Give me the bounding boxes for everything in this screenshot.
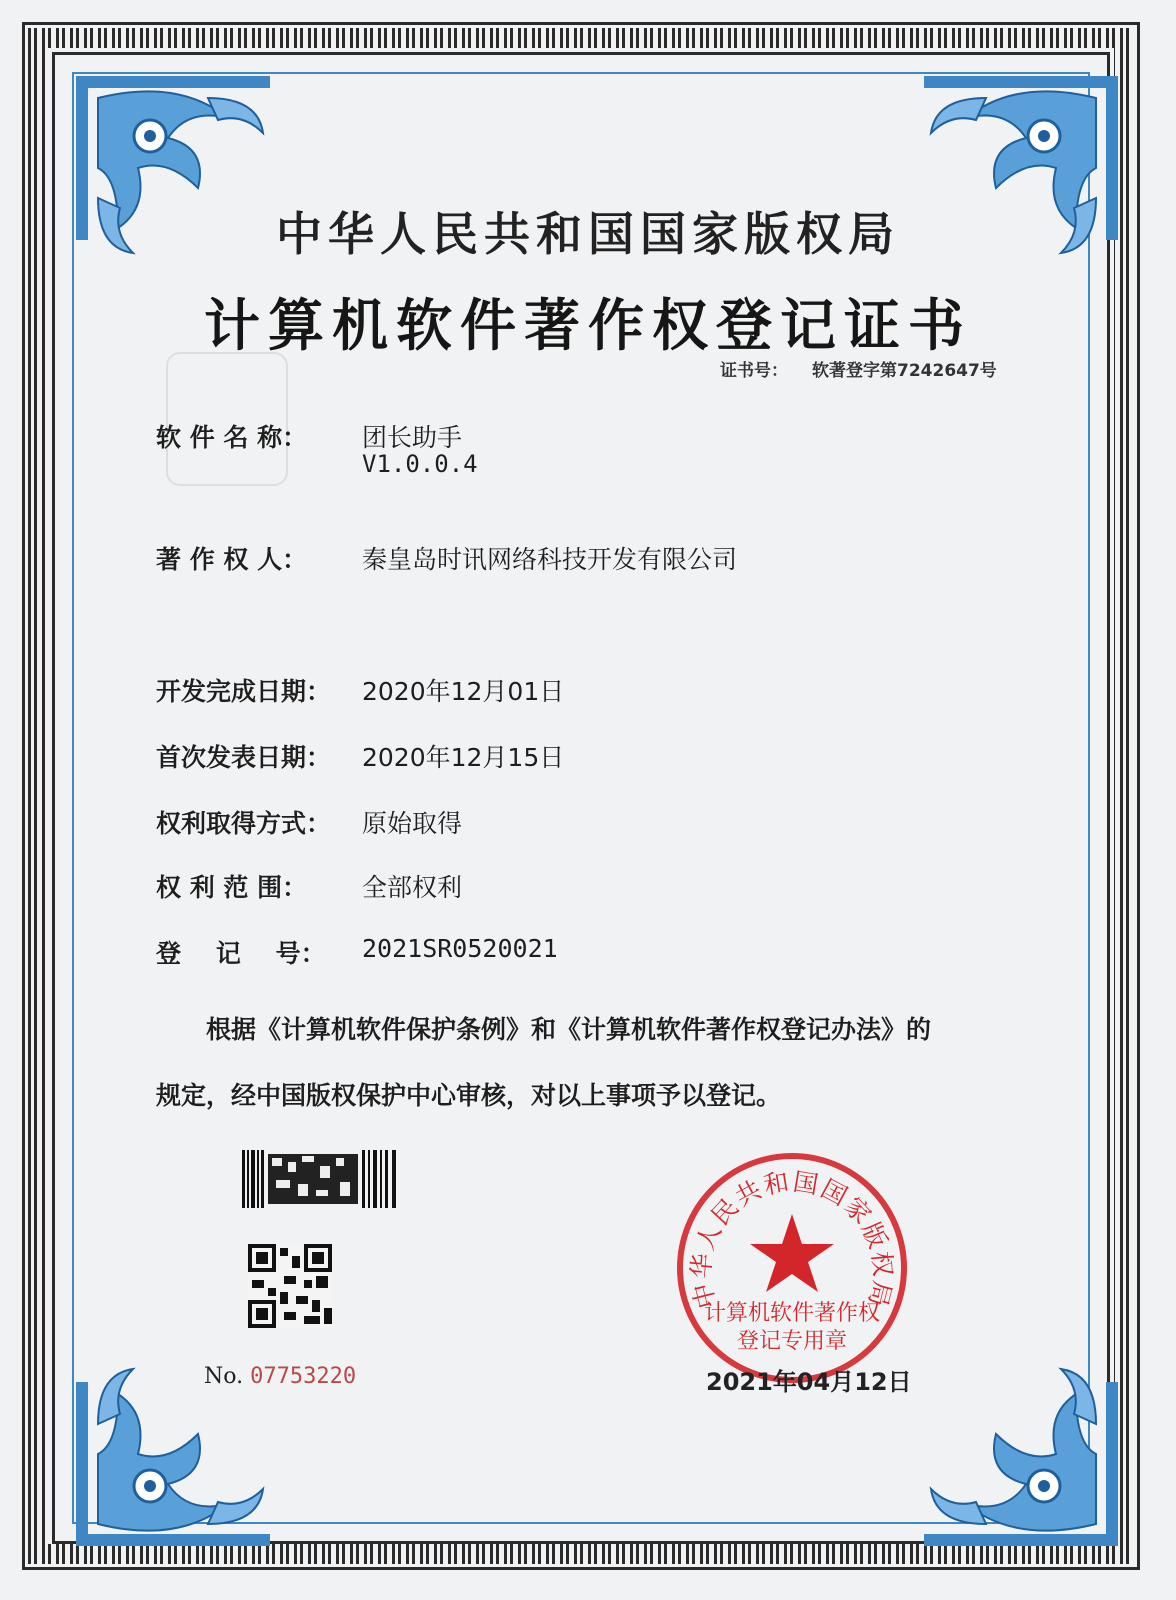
serial-number xyxy=(204,1364,356,1389)
qr-code-image xyxy=(248,1244,332,1328)
corner-ornament-bottom-left xyxy=(58,1364,288,1564)
certificate-number-value: 软著登字第7242647号 xyxy=(812,361,997,381)
field-pub-date xyxy=(156,738,564,774)
field-acquire xyxy=(156,804,462,840)
field-reg-no xyxy=(156,934,558,970)
pub-date-label: 首次发表日期： xyxy=(156,743,332,772)
seal-outer-text: 中华人民共和国国家版权局 xyxy=(686,1166,898,1312)
dev-date-label: 开发完成日期： xyxy=(156,677,332,706)
certificate-number-label: 证书号： xyxy=(720,361,788,381)
corner-ornament-bottom-right xyxy=(906,1364,1136,1564)
statement-line-2: 规定，经中国版权保护中心审核，对以上事项予以登记。 xyxy=(156,1081,782,1110)
field-dev-date xyxy=(156,672,564,708)
field-software-name xyxy=(156,418,462,454)
serial-number-value: 07753220 xyxy=(250,1364,357,1389)
acquire-value: 原始取得 xyxy=(362,809,463,838)
serial-prefix: No. xyxy=(204,1364,244,1389)
software-name-label: 软 件 名 称： xyxy=(156,423,308,452)
seal-line-1: 计算机软件著作权 xyxy=(703,1301,881,1326)
certificate-number xyxy=(720,356,1021,381)
scope-label: 权 利 范 围： xyxy=(156,873,308,902)
seal-line-2: 登记专用章 xyxy=(736,1329,848,1354)
owner-value: 秦皇岛时讯网络科技开发有限公司 xyxy=(362,545,738,574)
dev-date-value: 2020年12月01日 xyxy=(362,677,565,706)
reg-no-value: 2021SR0520021 xyxy=(362,934,558,963)
official-seal xyxy=(672,1148,912,1388)
software-name-value: 团长助手 xyxy=(362,423,463,452)
issue-date: 2021年04月12日 xyxy=(706,1368,912,1396)
pub-date-value: 2020年12月15日 xyxy=(362,743,565,772)
field-owner xyxy=(156,540,737,576)
statement-line-1: 根据《计算机软件保护条例》和《计算机软件著作权登记办法》的 xyxy=(206,1015,932,1044)
authority-heading: 中华人民共和国国家版权局 xyxy=(276,207,900,261)
barcode-image xyxy=(242,1150,400,1208)
scope-value: 全部权利 xyxy=(362,873,463,902)
acquire-label: 权利取得方式： xyxy=(156,809,332,838)
reg-no-label: 登 记 号： xyxy=(156,939,326,968)
owner-label: 著 作 权 人： xyxy=(156,545,308,574)
certificate-title: 计算机软件著作权登记证书 xyxy=(204,294,972,359)
software-version: V1.0.0.4 xyxy=(362,450,478,478)
field-scope xyxy=(156,868,462,904)
